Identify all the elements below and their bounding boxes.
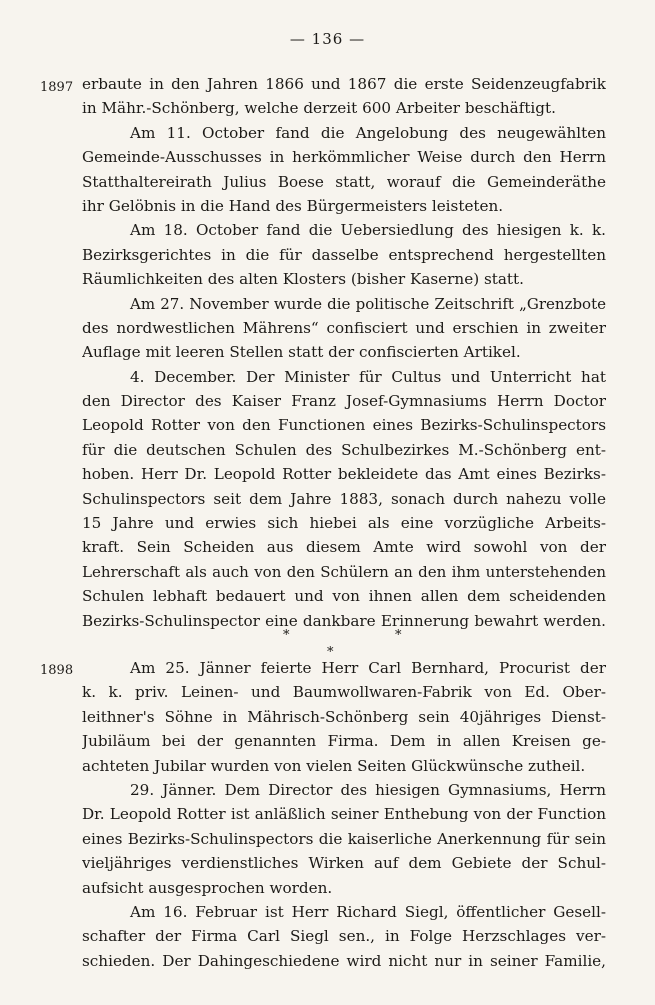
text-line: ihr Gelöbnis in die Hand des Bürgermeisters leisteten. [82, 196, 504, 215]
text-line: schafter der Firma Carl Siegl sen., in Folge Herzschlages ver- [82, 927, 606, 946]
year-margin-1898: 1898 [40, 663, 74, 678]
text-line: leithner's Söhne in Mährisch-Schönberg sein 40jähriges Dienst- [82, 707, 606, 726]
text-line: eines Bezirks-Schulinspectors die kaiserliche Anerkennung für sein [82, 829, 606, 848]
text-line: vieljähriges verdienstliches Wirken auf dem Gebiete der Schul- [82, 854, 606, 873]
text-line: schieden. Der Dahingeschiedene wird nicht nur in seiner Familie, [82, 951, 606, 970]
text-line: Dr. Leopold Rotter ist anläßlich seiner Enthebung von der Function [82, 805, 606, 824]
text-line: erbaute in den Jahren 1866 und 1867 die erste Seidenzeugfabrik [82, 75, 606, 93]
text-line: für die deutschen Schulen des Schulbezirkes M.-Schönberg ent- [82, 440, 606, 459]
text-line: Schulinspectors seit dem Jahre 1883, sonach durch nahezu volle [82, 489, 606, 508]
year-margin-1897: 1897 [40, 80, 74, 95]
text-line: Am 18. October fand die Uebersiedlung des hiesigen k. k. [130, 221, 606, 240]
text-line: Räumlichkeiten des alten Klosters (bisher Kaserne) statt. [82, 270, 524, 289]
text-line: Jubiläum bei der genannten Firma. Dem in allen Kreisen ge- [82, 732, 606, 751]
text-line: achteten Jubilar wurden von vielen Seiten Glückwünsche zutheil. [82, 756, 586, 775]
text-line: Gemeinde-Ausschusses in herkömmlicher Weise durch den Herrn [82, 148, 606, 167]
text-line: des nordwestlichen Mährens“ confisciert und erschien in zweiter [82, 318, 606, 337]
text-line: Auflage mit leeren Stellen statt der confiscierten Artikel. [82, 343, 521, 362]
text-line: Schulen lebhaft bedauert und von ihnen allen dem scheidenden [82, 587, 606, 606]
text-line: 4. December. Der Minister für Cultus und Unterricht hat [130, 367, 606, 386]
section-1897 [82, 72, 606, 633]
section-1898 [82, 656, 606, 973]
text-line: kraft. Sein Scheiden aus diesem Amte wird sowohl von der [82, 538, 606, 557]
text-line: 15 Jahre und erwies sich hiebei als eine vorzügliche Arbeits- [82, 514, 606, 533]
separator-star: * [327, 645, 334, 660]
text-line: in Mähr.-Schönberg, welche derzeit 600 Arbeiter beschäftigt. [82, 99, 556, 118]
text-line: Statthaltereirath Julius Boese statt, worauf die Gemeinderäthe [82, 172, 606, 191]
text-line: Am 27. November wurde die politische Zeitschrift „Grenzbote [130, 294, 606, 313]
text-line: Bezirksgerichtes in die für dasselbe entsprechend hergestellten [82, 245, 606, 264]
text-line: Am 11. October fand die Angelobung des neugewählten [130, 123, 606, 142]
page-number: — 136 — [289, 30, 366, 48]
text-line: hoben. Herr Dr. Leopold Rotter bekleidete das Amt eines Bezirks- [82, 465, 606, 484]
text-line: Am 25. Jänner feierte Herr Carl Bernhard, Procurist der [130, 659, 606, 677]
text-line: k. k. priv. Leinen- und Baumwollwaren-Fabrik von Ed. Ober- [82, 683, 606, 702]
text-line: Am 16. Februar ist Herr Richard Siegl, öffentlicher Gesell- [130, 902, 606, 921]
text-line: aufsicht ausgesprochen worden. [82, 878, 333, 897]
text-line: 29. Jänner. Dem Director des hiesigen Gymnasiums, Herrn [130, 780, 606, 799]
text-line: Leopold Rotter von den Functionen eines Bezirks-Schulinspectors [82, 416, 606, 435]
text-line: den Director des Kaiser Franz Josef-Gymnasiums Herrn Doctor [82, 392, 606, 411]
text-line: Bezirks-Schulinspector eine dankbare Erinnerung bewahrt werden. [82, 611, 606, 630]
separator-star: * [283, 628, 290, 643]
separator-star: * [395, 628, 402, 643]
text-line: Lehrerschaft als auch von den Schülern an den ihm unterstehenden [82, 562, 606, 581]
